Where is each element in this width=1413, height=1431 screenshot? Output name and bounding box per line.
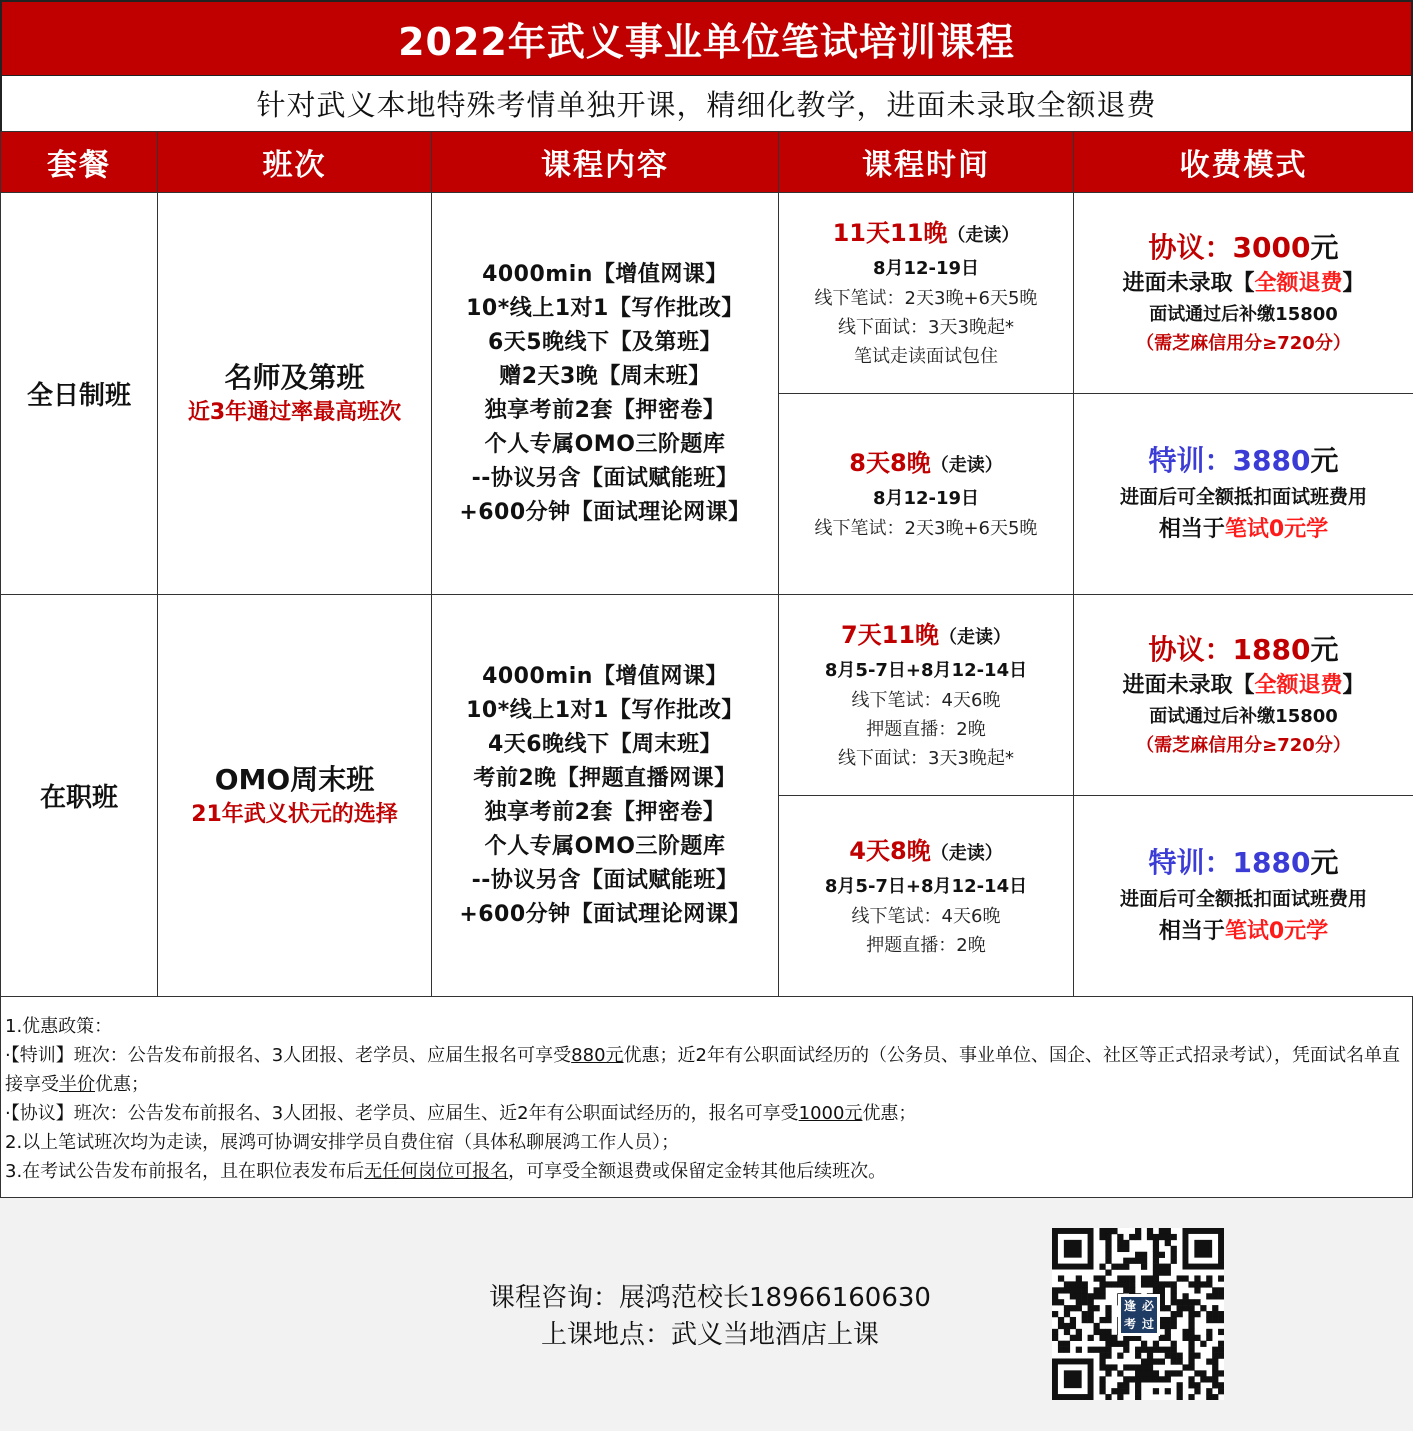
time-highlight: 11天11晚 bbox=[832, 219, 948, 247]
fee-heading bbox=[1076, 843, 1411, 883]
package-cell: 在职班 bbox=[1, 595, 158, 997]
fee-heading bbox=[1076, 630, 1411, 670]
class-cell bbox=[158, 193, 432, 595]
fee-type: 特训： bbox=[1148, 444, 1233, 477]
fee-cell bbox=[1074, 193, 1413, 394]
time-line: 押题直播：2晚 bbox=[866, 719, 986, 740]
time-tag: （走读） bbox=[930, 455, 1003, 476]
fee-equivalent bbox=[1076, 513, 1411, 547]
time-line: 线下笔试：2天3晚+6天5晚 bbox=[814, 518, 1038, 539]
time-line: 线下面试：3天3晚起* bbox=[838, 748, 1014, 769]
fee-type: 协议： bbox=[1148, 633, 1233, 666]
note-underline: 880元 bbox=[571, 1045, 624, 1066]
refund-text: 进面未录取【 bbox=[1122, 271, 1255, 296]
refund-highlight: 全额退费 bbox=[1254, 271, 1343, 296]
note-underline: 半价 bbox=[59, 1074, 95, 1095]
content-line: +600分钟【面试理论网课】 bbox=[459, 499, 751, 525]
time-line: 押题直播：2晚 bbox=[866, 934, 986, 956]
note-refund-policy bbox=[5, 1157, 1406, 1186]
class-tagline: 近3年通过率最高班次 bbox=[187, 399, 402, 425]
equivalent-highlight: 笔试0元学 bbox=[1224, 919, 1329, 944]
time-dates: 8月12-19日 bbox=[872, 488, 980, 509]
refund-line bbox=[1076, 268, 1411, 300]
note-text: 3.在考试公告发布前报名，且在职位表发布后 bbox=[5, 1161, 365, 1182]
note-text: ·【特训】班次：公告发布前报名、3人团报、老学员、应届生报名可享受 bbox=[5, 1045, 572, 1066]
time-line: 线下面试：3天3晚起* bbox=[838, 317, 1014, 338]
time-line: 笔试走读面试包住 bbox=[854, 346, 998, 367]
fee-heading bbox=[1076, 441, 1411, 481]
header-time: 课程时间 bbox=[779, 132, 1074, 193]
time-dates: 8月5-7日+8月12-14日 bbox=[824, 660, 1028, 681]
time-tag: （走读） bbox=[939, 627, 1012, 648]
content-line: 10*线上1对1【写作批改】 bbox=[466, 697, 744, 723]
table-header-row bbox=[1, 132, 1413, 193]
time-cell bbox=[779, 796, 1074, 997]
qr-code[interactable] bbox=[1052, 1228, 1224, 1400]
fee-unit: 元 bbox=[1310, 846, 1339, 879]
time-dates: 8月12-19日 bbox=[872, 258, 980, 279]
refund-highlight: 全额退费 bbox=[1254, 673, 1343, 698]
note-underline: 1000元 bbox=[798, 1103, 863, 1124]
course-table bbox=[0, 131, 1413, 997]
poster-title: 2022年武义事业单位笔试培训课程 bbox=[0, 0, 1413, 76]
discount-notes bbox=[0, 996, 1413, 1198]
fee-unit: 元 bbox=[1310, 444, 1339, 477]
time-cell bbox=[779, 193, 1074, 394]
content-line: 4天6晚线下【周末班】 bbox=[487, 731, 723, 757]
refund-text: 进面未录取【 bbox=[1122, 673, 1255, 698]
header-class: 班次 bbox=[158, 132, 432, 193]
content-line: 4000min【增值网课】 bbox=[482, 663, 728, 689]
time-tag: （走读） bbox=[930, 842, 1003, 864]
credit-requirement: （需芝麻信用分≥720分） bbox=[1136, 735, 1351, 756]
content-line: +600分钟【面试理论网课】 bbox=[459, 901, 751, 927]
footer bbox=[0, 1198, 1413, 1431]
fee-amount: 3880 bbox=[1232, 444, 1311, 477]
content-line: 独享考前2套【押密卷】 bbox=[484, 397, 726, 423]
note-text: 优惠； bbox=[95, 1074, 149, 1095]
fee-heading bbox=[1076, 228, 1411, 268]
fee-cell bbox=[1074, 595, 1413, 796]
equivalent-text: 相当于 bbox=[1158, 919, 1225, 944]
table-row bbox=[1, 193, 1413, 394]
header-package: 套餐 bbox=[1, 132, 158, 193]
time-line: 线下笔试：4天6晚 bbox=[851, 690, 1001, 711]
fee-unit: 元 bbox=[1310, 633, 1339, 666]
content-line: 6天5晚线下【及第班】 bbox=[487, 329, 723, 355]
content-line: 10*线上1对1【写作批改】 bbox=[466, 295, 744, 321]
refund-bracket: 】 bbox=[1342, 673, 1365, 698]
refund-bracket: 】 bbox=[1342, 271, 1365, 296]
poster-subtitle: 针对武义本地特殊考情单独开课，精细化教学，进面未录取全额退费 bbox=[0, 76, 1413, 131]
content-cell bbox=[432, 193, 779, 595]
class-cell bbox=[158, 595, 432, 997]
note-text: 优惠； bbox=[862, 1103, 917, 1124]
equivalent-text: 相当于 bbox=[1158, 517, 1225, 542]
class-name: OMO周末班 bbox=[214, 762, 375, 796]
fee-cell bbox=[1074, 796, 1413, 997]
fee-note: 进面后可全额抵扣面试班费用 bbox=[1119, 888, 1367, 910]
contact-info bbox=[470, 1280, 950, 1354]
time-highlight: 4天8晚 bbox=[849, 836, 931, 865]
time-line: 线下笔试：2天3晚+6天5晚 bbox=[814, 288, 1038, 309]
notes-heading: 1.优惠政策： bbox=[5, 1016, 113, 1037]
header-content: 课程内容 bbox=[432, 132, 779, 193]
fee-amount: 1880 bbox=[1232, 846, 1311, 879]
fee-amount: 1880 bbox=[1232, 633, 1311, 666]
note-accommodation: 2.以上笔试班次均为走读，展鸿可协调安排学员自费住宿（具体私聊展鸿工作人员）； bbox=[5, 1132, 680, 1153]
fee-amount: 3000 bbox=[1232, 231, 1311, 264]
note-text: ·【协议】班次：公告发布前报名、3人团报、老学员、应届生、近2年有公职面试经历的，报名可享受 bbox=[5, 1103, 799, 1124]
fee-note: 面试通过后补缴15800 bbox=[1149, 304, 1338, 325]
credit-requirement: （需芝麻信用分≥720分） bbox=[1136, 333, 1351, 354]
equivalent-highlight: 笔试0元学 bbox=[1224, 517, 1329, 542]
content-line: 赠2天3晚【周末班】 bbox=[499, 363, 711, 389]
content-line: --协议另含【面试赋能班】 bbox=[471, 867, 739, 893]
table-row bbox=[1, 595, 1413, 796]
content-cell bbox=[432, 595, 779, 997]
time-dates: 8月5-7日+8月12-14日 bbox=[824, 875, 1028, 897]
fee-equivalent bbox=[1076, 915, 1411, 949]
time-line: 线下笔试：4天6晚 bbox=[851, 905, 1001, 927]
note-text: ，可享受全额退费或保留定金转其他后续班次。 bbox=[508, 1161, 887, 1182]
content-line: 个人专属OMO三阶题库 bbox=[484, 431, 726, 457]
time-cell bbox=[779, 595, 1074, 796]
time-heading bbox=[781, 833, 1071, 872]
refund-line bbox=[1076, 670, 1411, 702]
note-text: 优惠；近2年有公职面试经历的（公务员、事业单位、国企、社区等正式招录考试），凭面试名单直接享受 bbox=[5, 1045, 1400, 1095]
note-agreement-discount bbox=[5, 1099, 1406, 1128]
fee-cell bbox=[1074, 394, 1413, 595]
content-line: 独享考前2套【押密卷】 bbox=[484, 799, 726, 825]
time-cell bbox=[779, 394, 1074, 595]
consult-line: 课程咨询：展鸿范校长18966160630 bbox=[489, 1283, 931, 1313]
class-tagline: 21年武义状元的选择 bbox=[191, 801, 398, 827]
content-line: 考前2晚【押题直播网课】 bbox=[473, 765, 737, 791]
note-training-discount bbox=[5, 1041, 1406, 1099]
time-highlight: 8天8晚 bbox=[849, 449, 931, 477]
qr-logo bbox=[1118, 1294, 1160, 1336]
qr-logo-char: 必 bbox=[1141, 1299, 1154, 1313]
fee-type: 协议： bbox=[1148, 231, 1233, 264]
fee-note: 进面后可全额抵扣面试班费用 bbox=[1119, 486, 1367, 508]
content-line: 4000min【增值网课】 bbox=[482, 261, 728, 287]
header-fee: 收费模式 bbox=[1074, 132, 1413, 193]
time-tag: （走读） bbox=[947, 225, 1020, 246]
time-heading bbox=[781, 215, 1071, 254]
fee-note: 面试通过后补缴15800 bbox=[1149, 706, 1338, 727]
note-underline: 无任何岗位可报名 bbox=[364, 1161, 509, 1182]
time-heading bbox=[781, 617, 1071, 656]
time-highlight: 7天11晚 bbox=[840, 621, 940, 649]
location-line: 上课地点：武义当地酒店上课 bbox=[540, 1320, 879, 1350]
package-cell: 全日制班 bbox=[1, 193, 158, 595]
content-line: --协议另含【面试赋能班】 bbox=[471, 465, 739, 491]
class-name: 名师及第班 bbox=[224, 360, 365, 394]
qr-logo-char: 过 bbox=[1141, 1317, 1154, 1331]
content-line: 个人专属OMO三阶题库 bbox=[484, 833, 726, 859]
time-heading bbox=[781, 445, 1071, 484]
qr-logo-char: 考 bbox=[1123, 1317, 1136, 1331]
fee-unit: 元 bbox=[1310, 231, 1339, 264]
fee-type: 特训： bbox=[1148, 846, 1233, 879]
qr-logo-char: 逢 bbox=[1123, 1299, 1136, 1313]
